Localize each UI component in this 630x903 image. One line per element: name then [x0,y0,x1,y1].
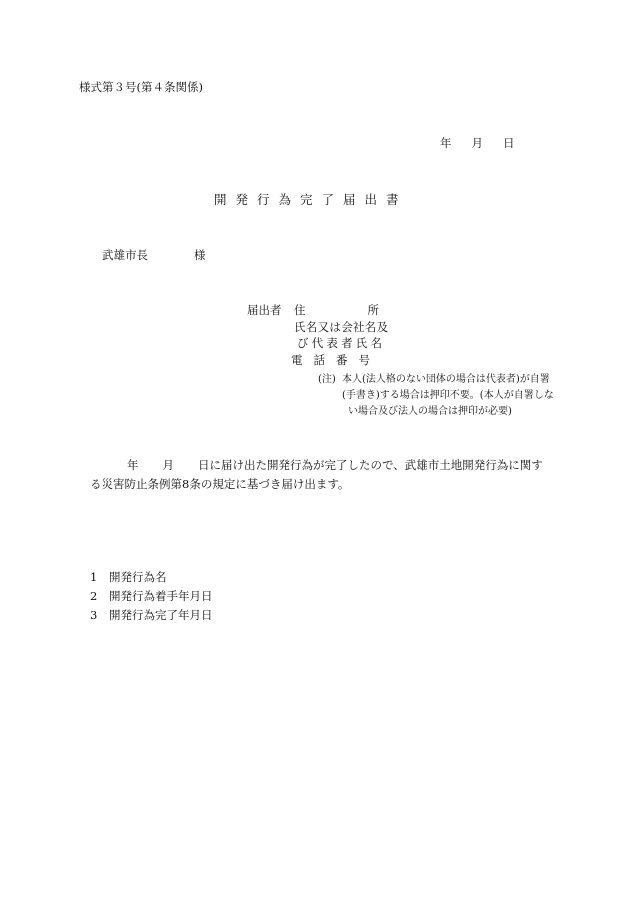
list-item [90,591,213,603]
date-month-label: 月 [471,136,483,150]
note-line2: (手書き)する場合は押印不要。(本人が自署しな [342,390,554,401]
note-marker: (注) [318,374,336,385]
item-label: 開発行為着手年月日 [109,589,213,603]
document-title: 開発行為完了届出書 [214,192,408,207]
date-day-label: 日 [503,136,515,150]
item-number: 3 [90,608,98,622]
item-label: 開発行為名 [109,570,167,584]
note-line3: い場合及び法人の場合は押印が必要) [348,406,512,417]
list-item [90,572,167,584]
address-field-label [294,305,379,317]
item-number: 2 [90,589,98,603]
addressee [102,250,206,262]
body-year-label: 年 [127,458,139,472]
body-text-line1 [127,460,543,472]
name-field-label-line1: 氏名又は会社名及 [294,320,389,334]
address-label-part1: 住 [294,303,306,317]
note-line1: 本人(法人格のない団体の場合は代表者)が自署 [342,374,550,385]
list-item [90,610,213,622]
body-month-label: 月 [162,458,174,472]
body-text-line1-rest: 日に届け出た開発行為が完了したので、武雄市土地開発行為に関す [198,458,543,472]
item-number: 1 [90,570,98,584]
address-label-part2: 所 [367,303,379,317]
name-field-label-line2: び代表者氏名 [297,336,386,350]
item-label: 開発行為完了年月日 [109,608,213,622]
date-year-label: 年 [440,136,452,150]
form-number: 様式第３号(第４条関係) [79,80,203,94]
phone-field-label: 電話番号 [291,353,381,367]
body-text-line2: る災害防止条例第8条の規定に基づき届け出ます。 [90,477,350,491]
addressee-name: 武雄市長 [102,248,148,262]
submission-date [440,138,515,150]
addressee-honorific: 様 [194,248,206,262]
notifier-label: 届出者 [247,303,282,317]
